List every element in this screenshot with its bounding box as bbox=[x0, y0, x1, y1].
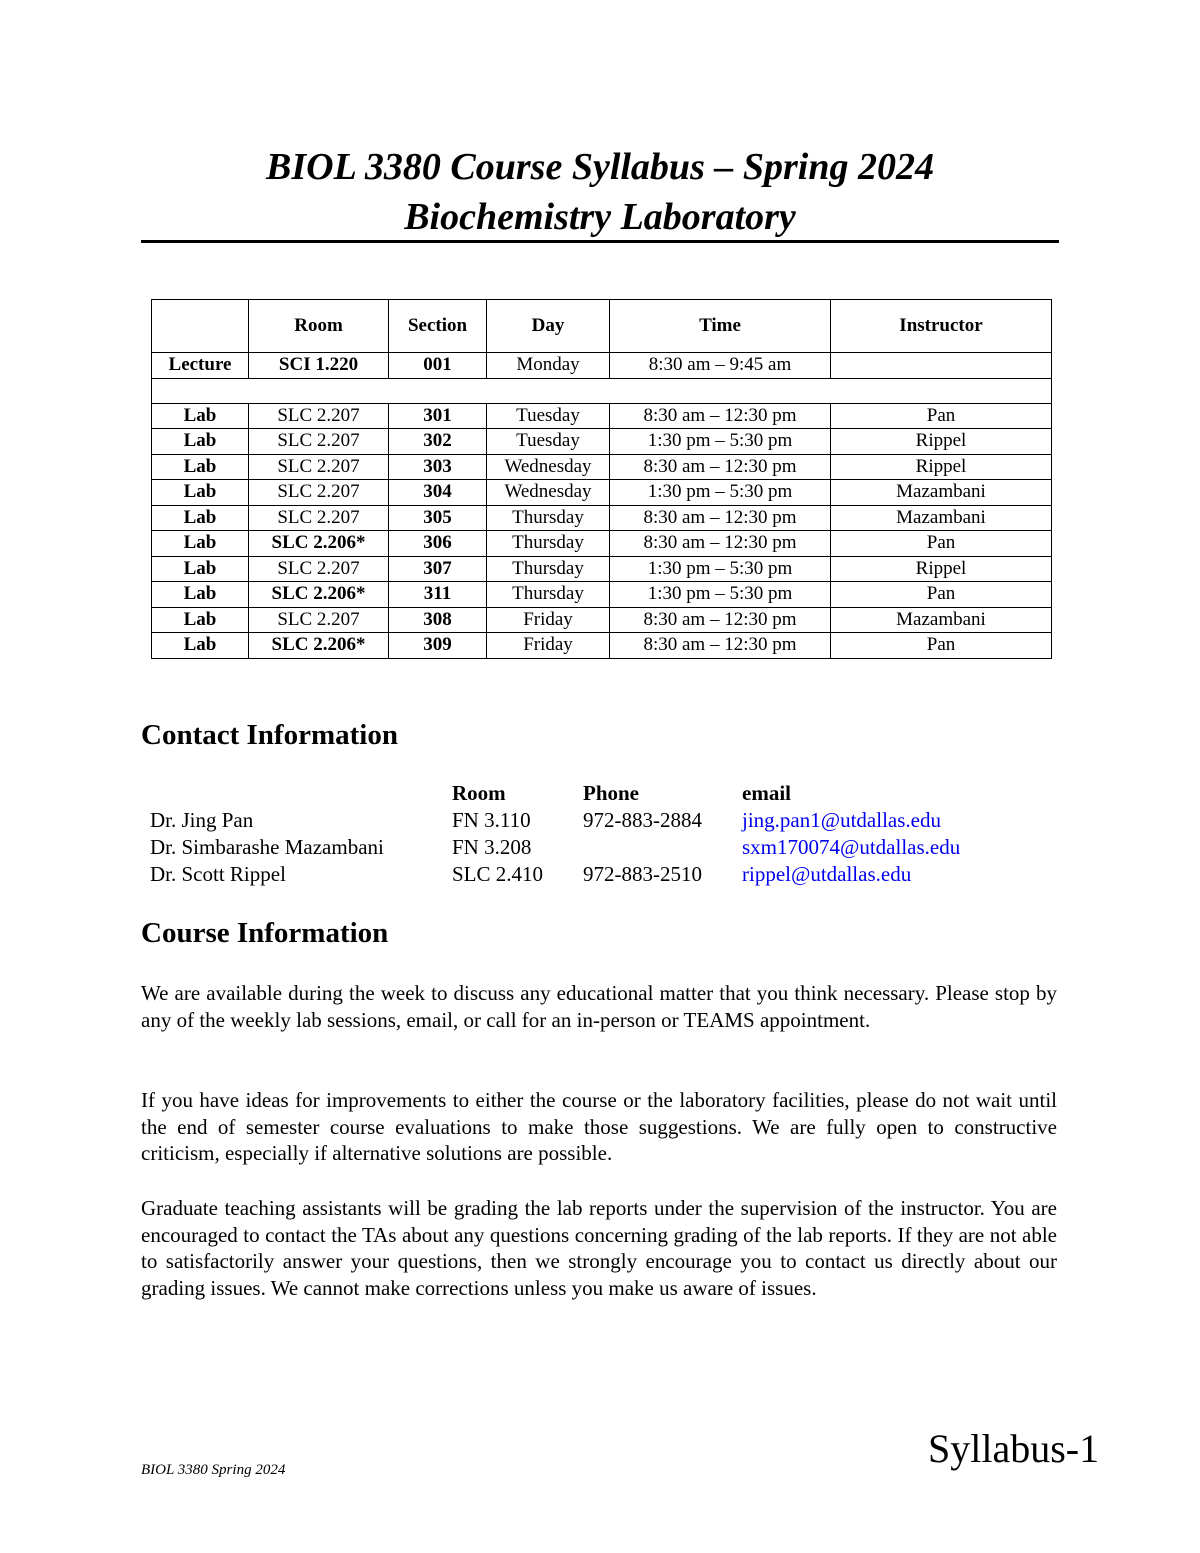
page-number: Syllabus-1 bbox=[928, 1426, 1100, 1471]
section-cell: 307 bbox=[389, 556, 487, 582]
contact-phone bbox=[583, 834, 742, 861]
lab-row bbox=[152, 531, 1052, 557]
instructor-cell: Pan bbox=[831, 403, 1052, 429]
type-cell: Lab bbox=[152, 582, 249, 608]
section-cell: 308 bbox=[389, 607, 487, 633]
lab-row bbox=[152, 454, 1052, 480]
room-cell: SLC 2.207 bbox=[249, 429, 389, 455]
course-info-heading: Course Information bbox=[141, 917, 389, 949]
time-cell: 1:30 pm – 5:30 pm bbox=[610, 582, 831, 608]
type-cell: Lab bbox=[152, 403, 249, 429]
type-cell: Lab bbox=[152, 531, 249, 557]
section-cell: 304 bbox=[389, 480, 487, 506]
contact-row bbox=[150, 807, 960, 834]
time-cell: 8:30 am – 12:30 pm bbox=[610, 403, 831, 429]
contact-email-link[interactable]: rippel@utdallas.edu bbox=[742, 862, 912, 886]
header-cell: Instructor bbox=[831, 300, 1052, 353]
instructor-cell: Pan bbox=[831, 582, 1052, 608]
contact-room: FN 3.110 bbox=[452, 808, 531, 832]
room-cell: SLC 2.207 bbox=[249, 556, 389, 582]
room-cell: SLC 2.206* bbox=[249, 582, 389, 608]
section-cell: 301 bbox=[389, 403, 487, 429]
room-cell: SLC 2.207 bbox=[249, 454, 389, 480]
type-cell: Lab bbox=[152, 556, 249, 582]
contact-room: SLC 2.410 bbox=[452, 862, 544, 886]
day-cell: Tuesday bbox=[487, 403, 610, 429]
time-cell: 8:30 am – 12:30 pm bbox=[610, 607, 831, 633]
day-cell: Tuesday bbox=[487, 429, 610, 455]
time-cell: 1:30 pm – 5:30 pm bbox=[610, 556, 831, 582]
day-cell: Wednesday bbox=[487, 480, 610, 506]
contact-email-link[interactable]: jing.pan1@utdallas.edu bbox=[742, 808, 941, 832]
instructor-cell: Pan bbox=[831, 531, 1052, 557]
day-cell: Wednesday bbox=[487, 454, 610, 480]
instructor-cell: Mazambani bbox=[831, 480, 1052, 506]
day-cell: Thursday bbox=[487, 505, 610, 531]
header-cell bbox=[152, 300, 249, 353]
section-cell: 001 bbox=[389, 353, 487, 379]
contact-name: Dr. Simbarashe Mazambani bbox=[150, 835, 384, 859]
section-cell: 305 bbox=[389, 505, 487, 531]
time-cell: 1:30 pm – 5:30 pm bbox=[610, 429, 831, 455]
contact-phone: 972-883-2510 bbox=[583, 862, 702, 886]
instructor-cell bbox=[831, 353, 1052, 379]
type-cell: Lab bbox=[152, 429, 249, 455]
lab-row bbox=[152, 429, 1052, 455]
contact-row bbox=[150, 861, 960, 888]
time-cell: 8:30 am – 12:30 pm bbox=[610, 531, 831, 557]
header-cell: Room bbox=[249, 300, 389, 353]
instructor-cell: Mazambani bbox=[831, 505, 1052, 531]
instructor-cell: Rippel bbox=[831, 454, 1052, 480]
lecture-row bbox=[152, 353, 1052, 379]
course-paragraph-improvements: If you have ideas for improvements to either the course or the laboratory facilities, please do not wait until the end of semester course evaluations to make those suggestions. We are fully open to constructive criticism, especially if alternative solutions are possible. bbox=[141, 1088, 1057, 1165]
room-cell: SLC 2.207 bbox=[249, 505, 389, 531]
contact-header-row bbox=[150, 780, 960, 807]
instructor-cell: Pan bbox=[831, 633, 1052, 659]
contact-table bbox=[150, 780, 960, 888]
footer-course-label: BIOL 3380 Spring 2024 bbox=[141, 1462, 286, 1478]
spacer-row bbox=[152, 378, 1052, 403]
contact-header-cell: Room bbox=[452, 781, 506, 805]
day-cell: Monday bbox=[487, 353, 610, 379]
day-cell: Friday bbox=[487, 607, 610, 633]
time-cell: 8:30 am – 12:30 pm bbox=[610, 633, 831, 659]
lab-row bbox=[152, 403, 1052, 429]
section-cell: 309 bbox=[389, 633, 487, 659]
contact-name: Dr. Scott Rippel bbox=[150, 862, 286, 886]
contact-room: FN 3.208 bbox=[452, 835, 532, 859]
day-cell: Thursday bbox=[487, 556, 610, 582]
time-cell: 1:30 pm – 5:30 pm bbox=[610, 480, 831, 506]
room-cell: SLC 2.207 bbox=[249, 403, 389, 429]
room-cell: SLC 2.206* bbox=[249, 633, 389, 659]
contact-header-cell bbox=[150, 780, 452, 807]
lab-row bbox=[152, 556, 1052, 582]
contact-name: Dr. Jing Pan bbox=[150, 808, 254, 832]
lab-rows bbox=[152, 403, 1052, 658]
lab-row bbox=[152, 582, 1052, 608]
day-cell: Thursday bbox=[487, 582, 610, 608]
section-cell: 311 bbox=[389, 582, 487, 608]
lab-row bbox=[152, 505, 1052, 531]
type-cell: Lecture bbox=[152, 353, 249, 379]
lab-row bbox=[152, 480, 1052, 506]
time-cell: 8:30 am – 12:30 pm bbox=[610, 505, 831, 531]
contact-header-cell: email bbox=[742, 781, 791, 805]
type-cell: Lab bbox=[152, 505, 249, 531]
room-cell: SLC 2.207 bbox=[249, 480, 389, 506]
type-cell: Lab bbox=[152, 607, 249, 633]
type-cell: Lab bbox=[152, 454, 249, 480]
contact-row bbox=[150, 834, 960, 861]
type-cell: Lab bbox=[152, 480, 249, 506]
spacer-cell bbox=[152, 378, 1052, 403]
section-cell: 302 bbox=[389, 429, 487, 455]
schedule-table bbox=[151, 299, 1052, 659]
schedule-header-row bbox=[152, 300, 1052, 353]
day-cell: Thursday bbox=[487, 531, 610, 557]
room-cell: SLC 2.207 bbox=[249, 607, 389, 633]
contact-phone: 972-883-2884 bbox=[583, 808, 702, 832]
time-cell: 8:30 am – 9:45 am bbox=[610, 353, 831, 379]
room-cell: SLC 2.206* bbox=[249, 531, 389, 557]
header-cell: Section bbox=[389, 300, 487, 353]
contact-header-cell: Phone bbox=[583, 781, 640, 805]
contact-heading: Contact Information bbox=[141, 719, 398, 751]
instructor-cell: Mazambani bbox=[831, 607, 1052, 633]
title-divider bbox=[141, 240, 1059, 243]
document-title bbox=[141, 142, 1059, 242]
header-cell: Time bbox=[610, 300, 831, 353]
title-line-1: BIOL 3380 Course Syllabus – Spring 2024 bbox=[266, 146, 934, 188]
instructor-cell: Rippel bbox=[831, 556, 1052, 582]
contact-email-link[interactable]: sxm170074@utdallas.edu bbox=[742, 835, 961, 859]
room-cell: SCI 1.220 bbox=[249, 353, 389, 379]
section-cell: 303 bbox=[389, 454, 487, 480]
lab-row bbox=[152, 607, 1052, 633]
time-cell: 8:30 am – 12:30 pm bbox=[610, 454, 831, 480]
lab-row bbox=[152, 633, 1052, 659]
course-paragraph-grading: Graduate teaching assistants will be grading the lab reports under the supervision of the instructor. You are encouraged to contact the TAs about any questions concerning grading of the lab reports. If they are not able to satisfactorily answer your questions, then we strongly encourage you to contact us directly about our grading issues. We cannot make corrections unless you make us aware of issues. bbox=[141, 1196, 1057, 1300]
day-cell: Friday bbox=[487, 633, 610, 659]
section-cell: 306 bbox=[389, 531, 487, 557]
title-line-2: Biochemistry Laboratory bbox=[404, 196, 796, 238]
course-paragraph-availability: We are available during the week to discuss any educational matter that you think necessary. Please stop by any of the weekly lab sessions, email, or call for an in-person or TEAMS appointment. bbox=[141, 981, 1057, 1032]
type-cell: Lab bbox=[152, 633, 249, 659]
instructor-cell: Rippel bbox=[831, 429, 1052, 455]
header-cell: Day bbox=[487, 300, 610, 353]
